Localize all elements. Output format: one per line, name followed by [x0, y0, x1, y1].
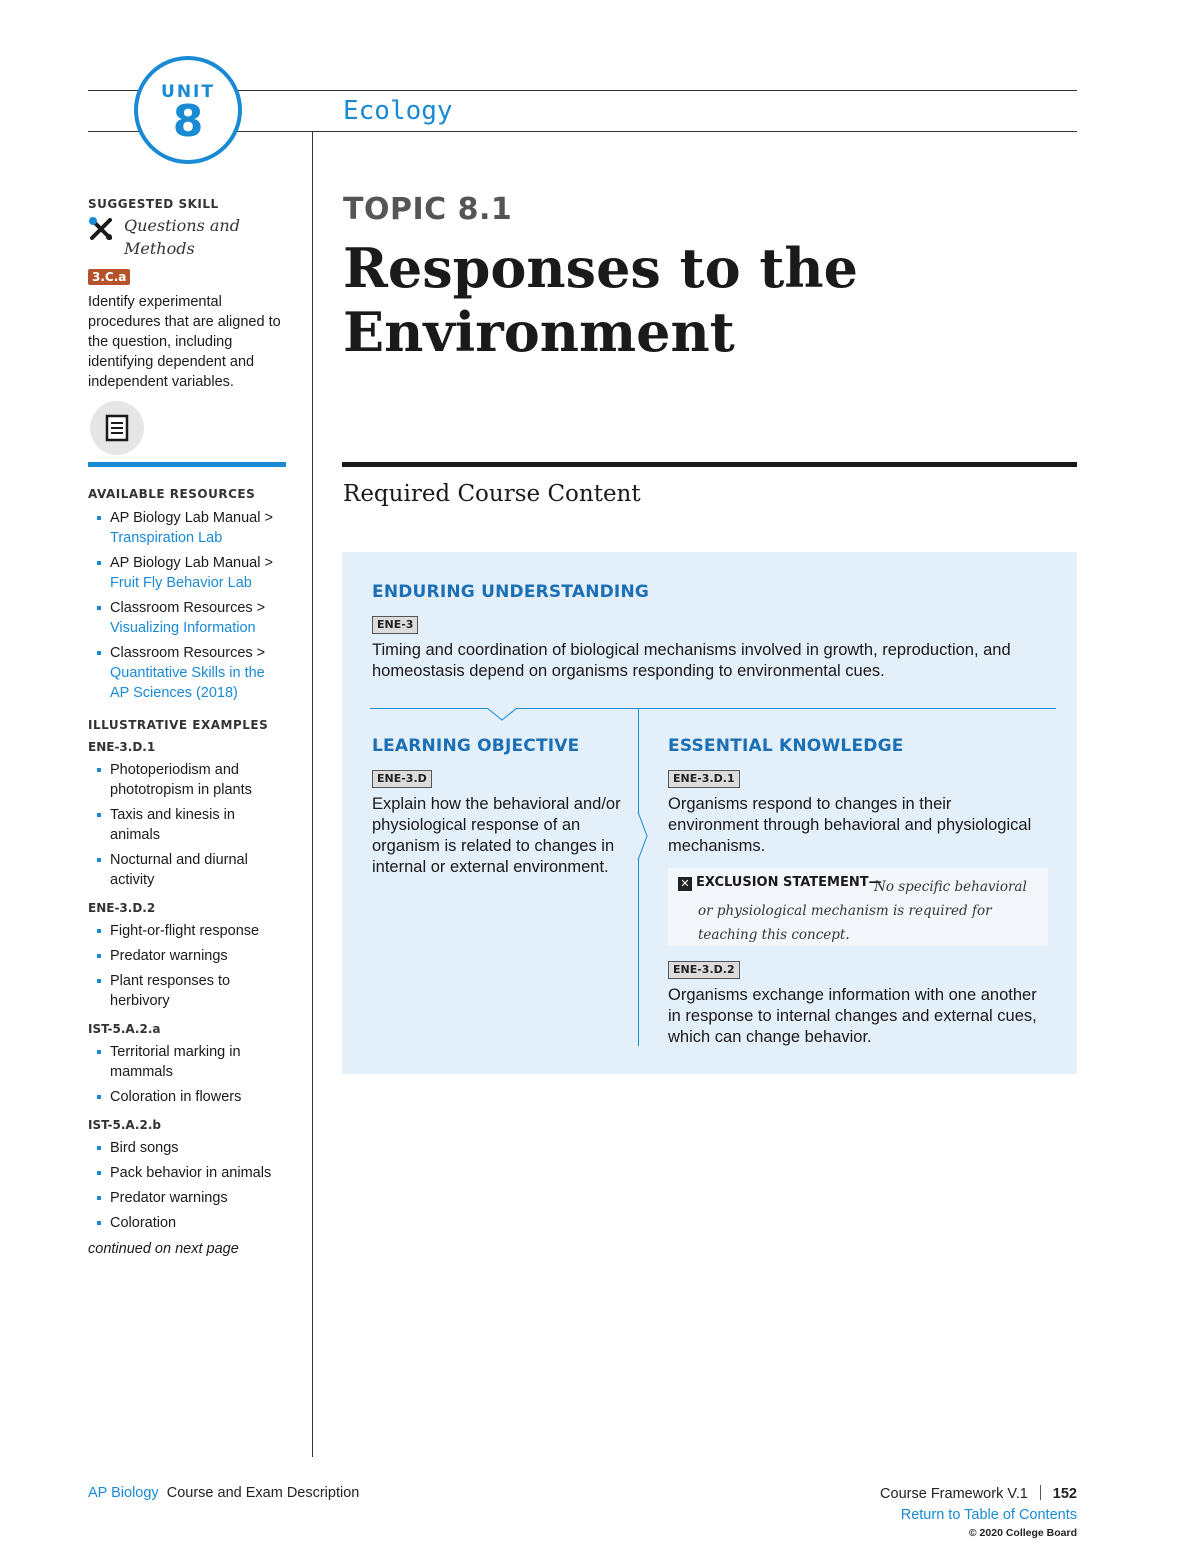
- unit-name: Ecology: [343, 96, 453, 126]
- resource-link[interactable]: Fruit Fly Behavior Lab: [110, 575, 252, 591]
- list-item: [88, 643, 288, 703]
- skill-name: Questions and Methods: [124, 216, 240, 258]
- list-item: Predator warnings: [88, 1188, 288, 1208]
- panel-divider: [370, 708, 1056, 709]
- page-title: Responses to the Environment: [343, 236, 858, 364]
- example-list: [88, 921, 288, 1011]
- continued-note: continued on next page: [88, 1241, 239, 1257]
- enduring-understanding-text: Timing and coordination of biological mechanisms involved in growth, reproduction, and homeostasis depend on organisms responding to environmental cues.: [372, 641, 1011, 680]
- toc-link[interactable]: Return to Table of Contents: [900, 1507, 1077, 1523]
- footer-page-info: [880, 1485, 1077, 1502]
- resource-prefix: Classroom Resources >: [110, 600, 266, 616]
- available-resources-heading: AVAILABLE RESOURCES: [88, 487, 256, 501]
- sidebar-blue-rule: [88, 462, 286, 467]
- course-content-panel: [342, 552, 1077, 1074]
- example-list: [88, 760, 288, 890]
- sidebar-resources: [88, 484, 288, 1259]
- list-item: Nocturnal and diurnal activity: [88, 850, 288, 890]
- crossed-tools-icon: [88, 216, 114, 242]
- example-group-code: IST-5.A.2.a: [88, 1022, 161, 1036]
- exclusion-label: EXCLUSION STATEMENT—: [696, 875, 882, 890]
- skill-description: Identify experimental procedures that are aligned to the question, including identifying dependent and independent variables.: [88, 294, 281, 390]
- list-item: Pack behavior in animals: [88, 1163, 288, 1183]
- learning-objective-heading: LEARNING OBJECTIVE: [372, 736, 580, 756]
- chevron-right-icon: [635, 812, 649, 860]
- page-number: 152: [1052, 1486, 1077, 1502]
- enduring-understanding-code: ENE-3: [372, 616, 418, 634]
- footer-separator: [1040, 1485, 1041, 1500]
- section-heading: Required Course Content: [343, 481, 641, 507]
- essential-knowledge-text: Organisms respond to changes in their environment through behavioral and physiological mechanisms.: [668, 795, 1032, 855]
- list-item: Fight-or-flight response: [88, 921, 288, 941]
- illustrative-examples-heading: ILLUSTRATIVE EXAMPLES: [88, 718, 269, 732]
- example-list: [88, 1138, 288, 1233]
- section-rule: [342, 462, 1077, 467]
- exclusion-statement: [668, 868, 1048, 946]
- essential-knowledge-text: Organisms exchange information with one another in response to internal changes and external cues, which can change behavior.: [668, 986, 1037, 1046]
- unit-number: 8: [172, 96, 204, 147]
- footer-course-name: AP Biology: [88, 1485, 159, 1501]
- column-separator: [638, 708, 639, 1046]
- footer-description: Course and Exam Description: [166, 1485, 360, 1501]
- list-item: [88, 598, 288, 638]
- list-item: Predator warnings: [88, 946, 288, 966]
- skill-code-badge: 3.C.a: [88, 269, 130, 285]
- list-item: Coloration: [88, 1213, 288, 1233]
- essential-knowledge-code: ENE-3.D.2: [668, 961, 740, 979]
- topic-label: TOPIC 8.1: [343, 192, 513, 227]
- example-group-code: ENE-3.D.2: [88, 901, 156, 915]
- resource-prefix: AP Biology Lab Manual >: [110, 555, 273, 571]
- list-item: [88, 508, 288, 548]
- resource-prefix: AP Biology Lab Manual >: [110, 510, 273, 526]
- list-item: [88, 553, 288, 593]
- list-item: Photoperiodism and phototropism in plants: [88, 760, 288, 800]
- list-item: Coloration in flowers: [88, 1087, 288, 1107]
- list-item: Taxis and kinesis in animals: [88, 805, 288, 845]
- resources-list: [88, 508, 288, 703]
- list-item: Territorial marking in mammals: [88, 1042, 288, 1082]
- resource-prefix: Classroom Resources >: [110, 645, 266, 661]
- resource-link[interactable]: Quantitative Skills in the AP Sciences (2018): [110, 665, 265, 701]
- suggested-skill-heading: SUGGESTED SKILL: [88, 197, 219, 211]
- enduring-understanding-heading: ENDURING UNDERSTANDING: [372, 582, 650, 602]
- example-group-code: ENE-3.D.1: [88, 740, 156, 754]
- list-item: Bird songs: [88, 1138, 288, 1158]
- essential-knowledge-heading: ESSENTIAL KNOWLEDGE: [668, 736, 904, 756]
- footer-course: [88, 1485, 359, 1501]
- document-icon: [105, 414, 129, 442]
- resource-link[interactable]: Visualizing Information: [110, 620, 256, 636]
- unit-label: UNIT: [161, 82, 215, 102]
- x-box-icon: ✕: [678, 877, 692, 891]
- resource-badge: [90, 401, 144, 455]
- exclusion-text: No specific behavioral or physiological mechanism is required for teaching this concept.: [698, 879, 1027, 943]
- example-group-code: IST-5.A.2.b: [88, 1118, 161, 1132]
- example-list: [88, 1042, 288, 1107]
- list-item: Plant responses to herbivory: [88, 971, 288, 1011]
- learning-objective-code: ENE-3.D: [372, 770, 432, 788]
- column-divider: [312, 132, 313, 1457]
- divider-notch: [487, 708, 517, 722]
- unit-badge: [134, 56, 242, 164]
- essential-knowledge-code: ENE-3.D.1: [668, 770, 740, 788]
- learning-objective-text: Explain how the behavioral and/or physiological response of an organism is related to changes in internal or external environment.: [372, 795, 621, 876]
- copyright: © 2020 College Board: [968, 1527, 1077, 1539]
- footer-framework: Course Framework V.1: [880, 1486, 1028, 1502]
- resource-link[interactable]: Transpiration Lab: [110, 530, 223, 546]
